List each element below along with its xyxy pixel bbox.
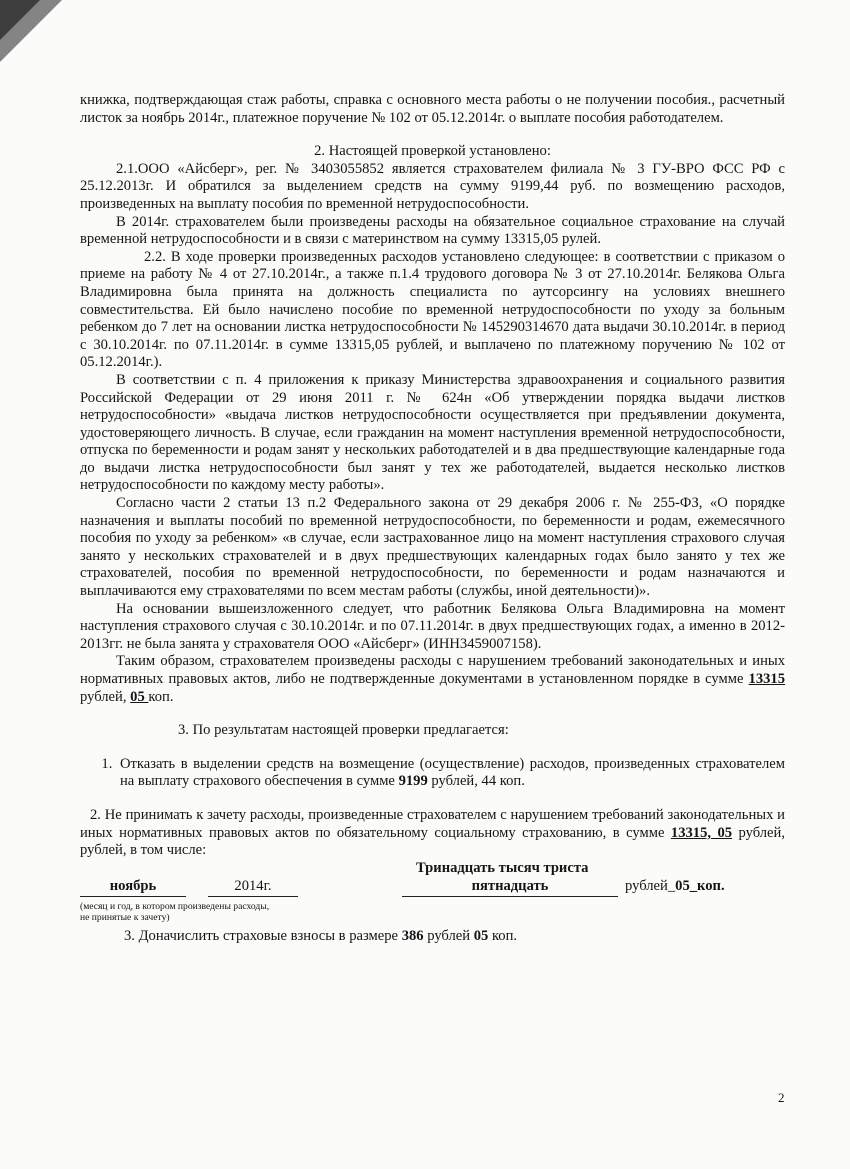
- paragraph-order-624n: В соответствии с п. 4 приложения к приказу Министерства здравоохранения и социального развития Российской Федерации от 29 июня 2011 г. № 624н «Об утверждении порядка выдачи листков нетрудоспособности» «выдача листков нетрудоспособности осуществляется при предъявлении документа, удостоверяющего личность. В случае, если гражданин на момент наступления временной нетрудоспособности, отпуска по беременности и родам занят у нескольких работодателей и в два предшествующие календарные года до выдачи листка нетрудоспособности был занят у тех же работодателей, выдается несколько листков нетрудоспособности по каждому месту работы».: [80, 371, 785, 494]
- proposal-item-1: [116, 756, 785, 791]
- proposal-2-amount: 13315, 05: [670, 824, 733, 841]
- proposal-1-suffix: рублей, 44 коп.: [427, 773, 525, 790]
- paragraph-summary: [80, 653, 785, 706]
- paragraph-2014-expenses: В 2014г. страхователем были произведены расходы на обязательное социальное страхование на случай временной нетрудоспособности и в связи с материнством на сумму 13315,05 рулей.: [80, 213, 785, 248]
- paragraph-2-2: 2.2. В ходе проверки произведенных расходов установлено следующее: в соответствии с приказом о приеме на работу № 4 от 27.10.2014г., а также п.1.4 трудового договора № 3 от 27.10.2014г. Белякова Ольга Владимировна была принята на должность специалиста по аутсорсингу на условиях внешнего совместительства. Ей было начислено пособие по временной нетрудоспособности по уходу за больным ребенком до 7 лет на основании листка нетрудоспособности № 145290314670 дата выдачи 30.10.2014г. в период с 30.10.2014г. по 07.11.2014г. в сумме 13315,05 рублей, и выплачено по платежному поручению № 102 от 05.12.2014г.).: [80, 248, 785, 371]
- proposal-3-amount-kop: 05: [473, 927, 489, 944]
- amount-words-top: Тринадцать тысяч триста: [416, 859, 589, 876]
- rub-label: рублей_: [625, 877, 676, 894]
- paragraph-conclusion: На основании вышеизложенного следует, что работник Белякова Ольга Владимировна на момент наступления страхового случая с 30.10.2014г. и по 07.11.2014г. в двух предшествующих годах, а именно в 2012-2013гг. не была занята у страхователя ООО «Айсберг» (ИНН3459007158).: [80, 600, 785, 652]
- summary-amount-kop: 05: [130, 688, 149, 705]
- proposal-2-suffix: рублей, рублей, в том числе:: [80, 824, 785, 859]
- kop-value: 05: [675, 877, 690, 894]
- page-number: 2: [778, 1090, 785, 1105]
- summary-amount-rub: 13315: [748, 671, 785, 687]
- rub-kop-line: [625, 878, 725, 896]
- paragraph-2-1: 2.1.ООО «Айсберг», рег. № 3403055852 является страхователем филиала № 3 ГУ-ВРО ФСС РФ с 25.12.2013г. И обратился за выделением средств на сумму 9199,44 руб. по возмещению расходов, произведенных на выплату пособия по временной нетрудоспособности.: [80, 160, 785, 212]
- section-heading-2: 2. Настоящей проверкой установлено:: [314, 143, 551, 160]
- year-field: 2014г.: [208, 878, 298, 897]
- spacer: [80, 127, 785, 143]
- proposal-3-rub-label: рублей: [423, 927, 474, 944]
- proposal-3-text: 3. Доначислить страховые взносы в размере: [124, 927, 402, 944]
- spacer: [80, 791, 785, 807]
- proposal-1-text: Отказать в выделении средств на возмещение (осуществление) расходов, произведенных страхователем на выплату страхового обеспечения в сумме: [120, 755, 785, 790]
- spacer: [80, 740, 785, 756]
- summary-kop-label: коп.: [148, 688, 174, 705]
- proposal-1-amount: 9199: [398, 773, 428, 790]
- paragraph-continuation: книжка, подтверждающая стаж работы, справка с основного места работы о не получении пособия., расчетный листок за ноябрь 2014г., платежное поручение № 102 от 05.12.2014г. о выплате пособия работодателем.: [80, 92, 785, 126]
- proposal-item-3: [80, 928, 785, 946]
- summary-text: Таким образом, страхователем произведены расходы с нарушением требований законодательных и иных нормативных правовых актов, либо не подтвержденные документами в установленном порядке в сумме: [80, 653, 785, 687]
- proposal-list: [80, 756, 785, 791]
- section-heading-3: 3. По результатам настоящей проверки предлагается:: [178, 722, 509, 739]
- amount-words-field: пятнадцать: [402, 878, 618, 897]
- proposal-3-kop-label: коп.: [488, 927, 518, 944]
- spacer: [80, 706, 785, 722]
- kop-label: _коп.: [689, 877, 725, 894]
- summary-rub-label: рублей,: [80, 688, 131, 705]
- form-field-caption: (месяц и год, в котором произведены расходы, не принятые к зачету): [80, 900, 270, 923]
- document-page: [80, 92, 785, 945]
- proposal-3-amount-rub: 386: [401, 927, 424, 944]
- proposal-item-2: [80, 807, 785, 860]
- month-field: ноябрь: [80, 878, 186, 897]
- form-line-block: [80, 860, 785, 922]
- proposal-2-text: 2. Не принимать к зачету расходы, произведенные страхователем с нарушением требований законодательных и иных нормативных правовых актов по обязательному социальному страхованию, в сумме: [80, 806, 785, 841]
- paragraph-law-255fz: Согласно части 2 статьи 13 п.2 Федерального закона от 29 декабря 2006 г. № 255-ФЗ, «О порядке назначения и выплаты пособий по временной нетрудоспособности, по беременности и родам, ежемесячного пособия по уходу за ребенком» «в случае, если застрахованное лицо на момент наступления страхового случая занято у нескольких страхователей и в двух предшествующих календарных годах было занято у тех же страхователей, пособия по временной нетрудоспособности, по беременности и родам назначаются и выплачиваются ему страхователями по всем местам работы (службы, иной деятельности)».: [80, 495, 785, 600]
- page-corner-shadow: [0, 0, 40, 40]
